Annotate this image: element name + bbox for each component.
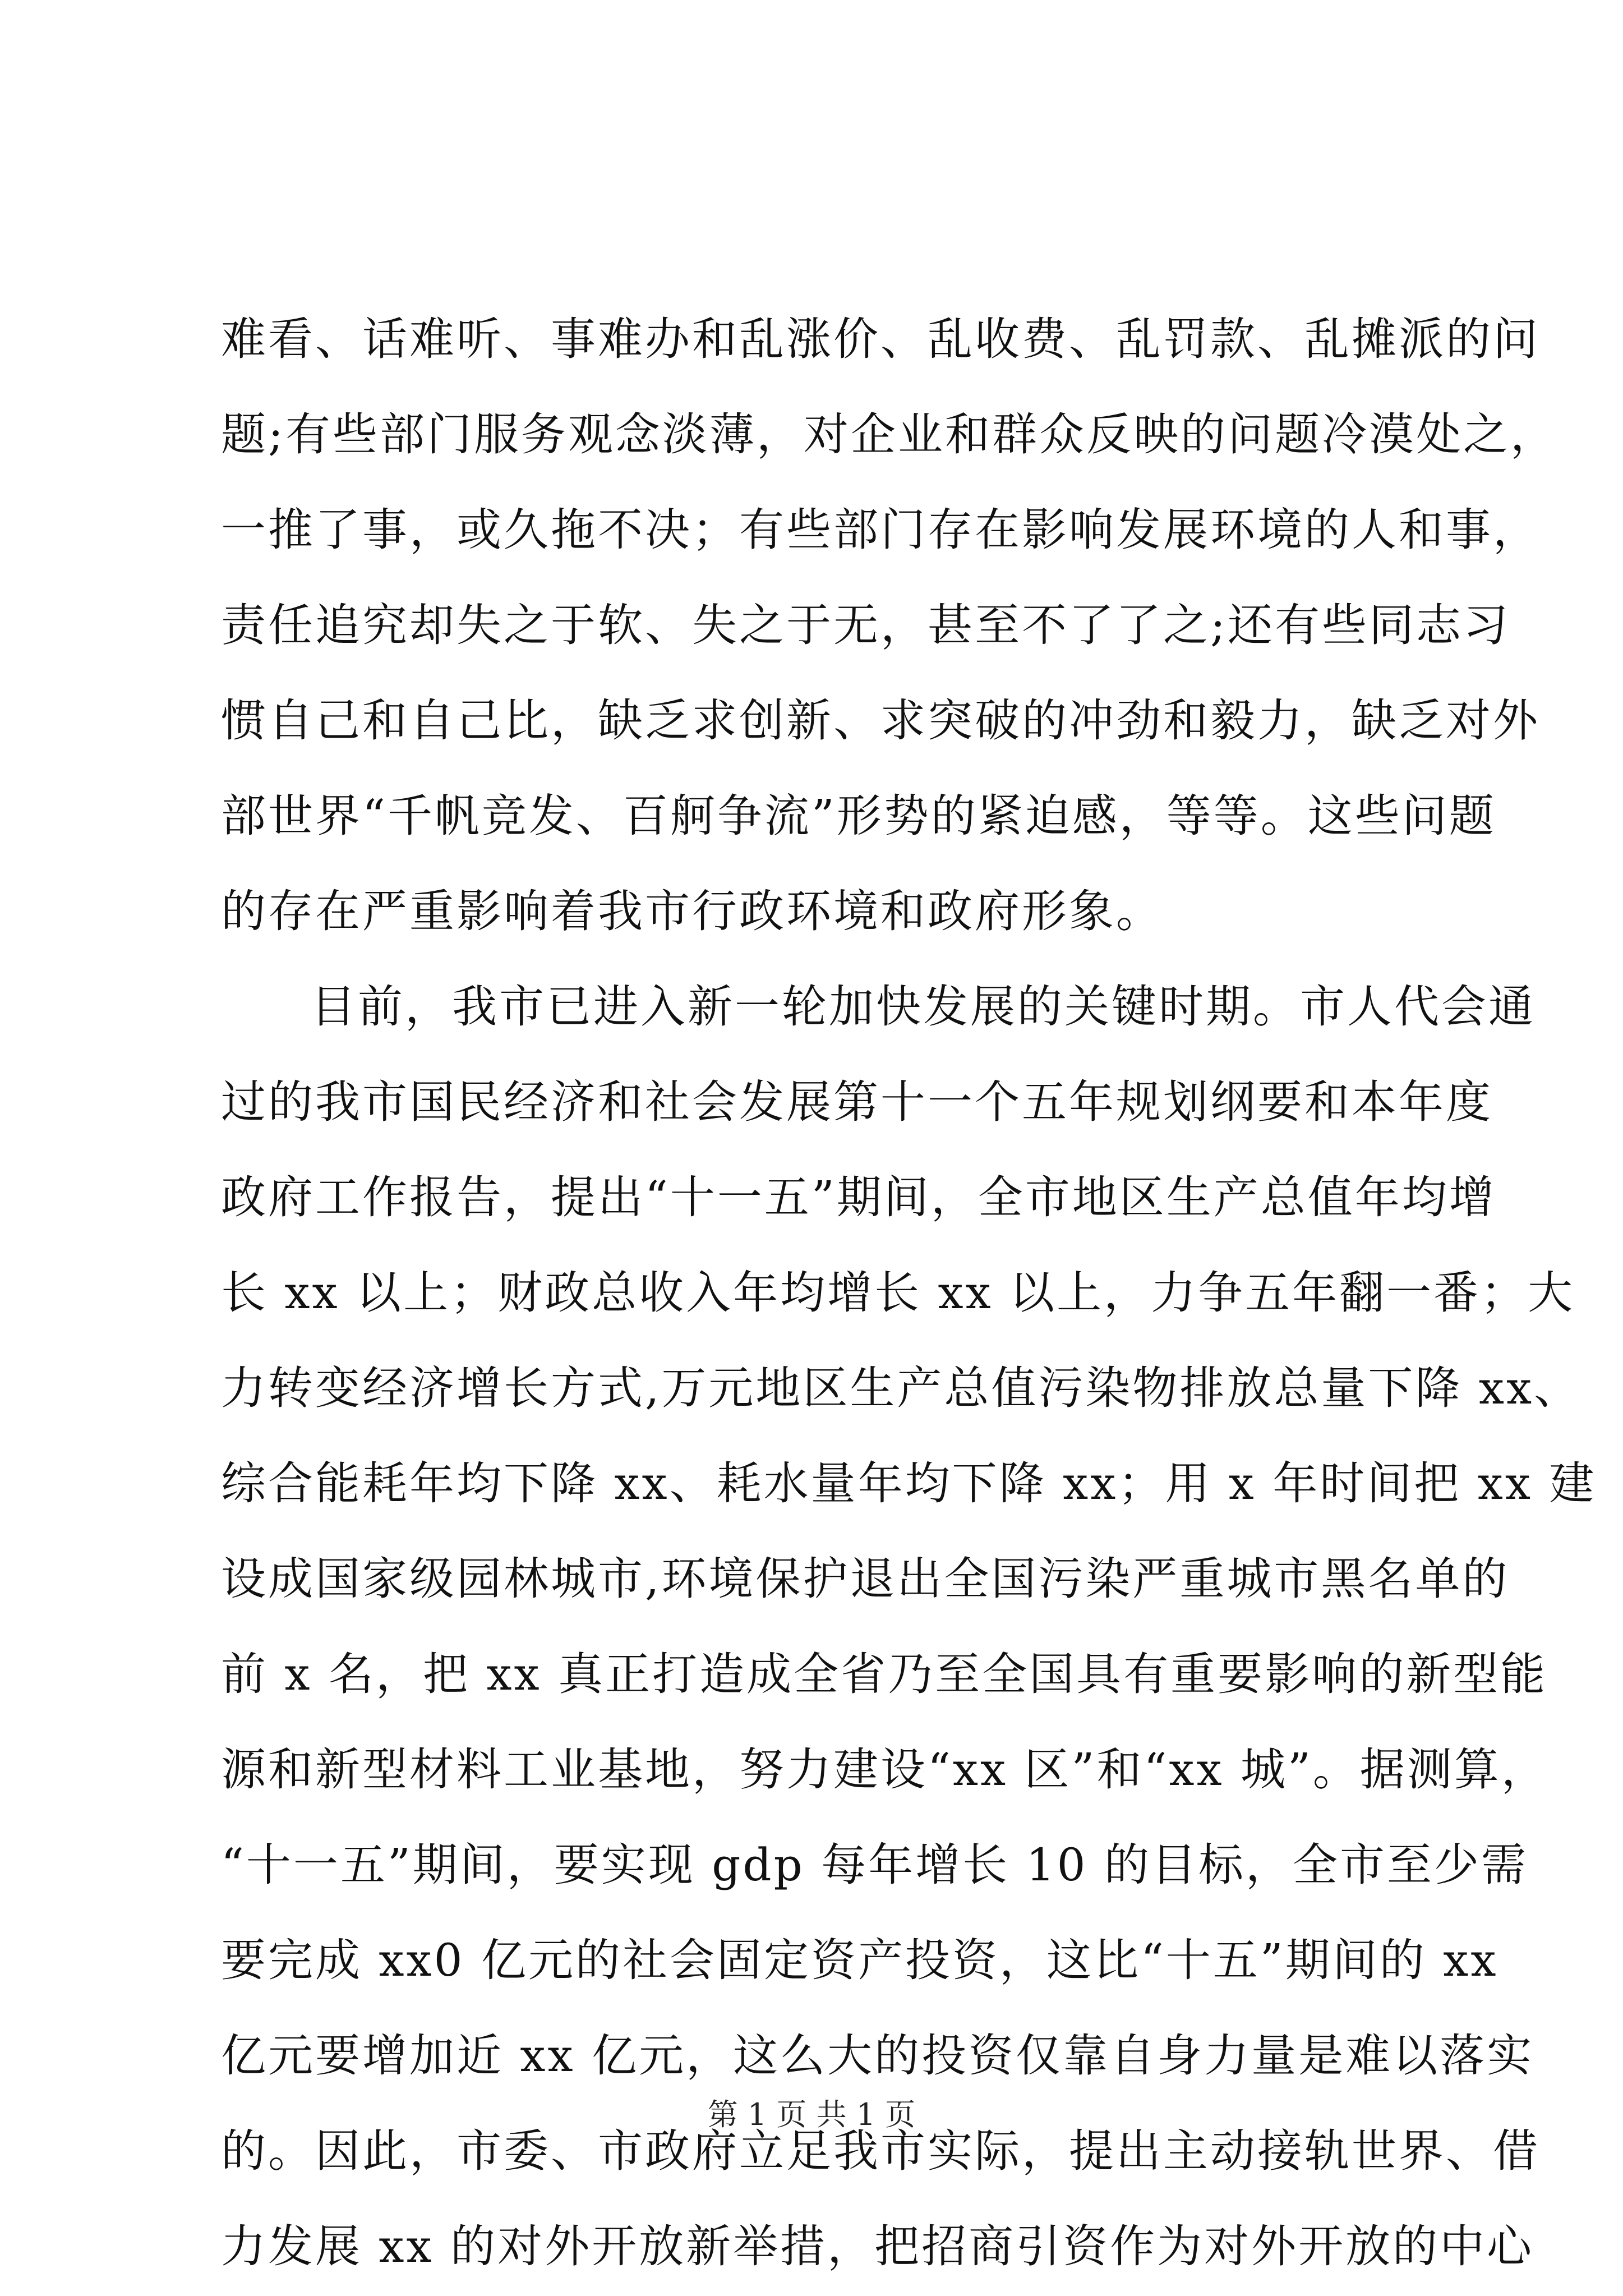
text-line: 力发展 xx 的对外开放新举措，把招商引资作为对外开放的中心 <box>221 2220 1534 2272</box>
text-line: 难看、话难听、事难办和乱涨价、乱收费、乱罚款、乱摊派的问 <box>221 313 1540 365</box>
text-line: 的。因此，市委、市政府立足我市实际，提出主动接轨世界、借 <box>221 2125 1540 2177</box>
text-line: “十一五”期间，要实现 gdp 每年增长 10 的目标，全市至少需 <box>221 1839 1528 1891</box>
text-line: 源和新型材料工业基地，努力建设“xx 区”和“xx 城”。据测算， <box>221 1743 1548 1796</box>
text-line: 惯自己和自己比，缺乏求创新、求突破的冲劲和毅力，缺乏对外 <box>221 694 1540 747</box>
text-line: 设成国家级园林城市,环境保护退出全国污染严重城市黑名单的 <box>221 1553 1510 1605</box>
text-line: 的存在严重影响着我市行政环境和政府形象。 <box>221 885 1163 937</box>
text-line: 过的我市国民经济和社会发展第十一个五年规划纲要和本年度 <box>221 1076 1493 1128</box>
text-line: 力转变经济增长方式,万元地区生产总值污染物排放总量下降 xx、 <box>221 1362 1581 1414</box>
text-line: 一推了事，或久拖不决；有些部门存在影响发展环境的人和事， <box>221 504 1540 556</box>
text-line: 要完成 xx0 亿元的社会固定资产投资，这比“十五”期间的 xx <box>221 1934 1498 1986</box>
text-line: 长 xx 以上；财政总收入年均增长 xx 以上，力争五年翻一番；大 <box>221 1267 1575 1319</box>
text-line: 责任追究却失之于软、失之于无，甚至不了了之;还有些同志习 <box>221 599 1510 651</box>
text-line: 题;有些部门服务观念淡薄，对企业和群众反映的问题冷漠处之， <box>221 408 1557 461</box>
text-line: 亿元要增加近 xx 亿元，这么大的投资仅靠自身力量是难以落实 <box>221 2030 1534 2082</box>
text-line: 政府工作报告，提出“十一五”期间，全市地区生产总值年均增 <box>221 1171 1496 1223</box>
page-number-footer: 第 1 页 共 1 页 <box>707 2097 916 2132</box>
text-line: 综合能耗年均下降 xx、耗水量年均下降 xx；用 x 年时间把 xx 建 <box>221 1457 1597 1510</box>
text-line: 前 x 名，把 xx 真正打造成全省乃至全国具有重要影响的新型能 <box>221 1648 1548 1700</box>
text-line: 部世界“千帆竞发、百舸争流”形势的紧迫感，等等。这些问题 <box>221 790 1496 842</box>
document-body <box>221 292 1597 2294</box>
paragraph-first-line: 目前，我市已进入新一轮加快发展的关键时期。市人代会通 <box>311 981 1536 1033</box>
